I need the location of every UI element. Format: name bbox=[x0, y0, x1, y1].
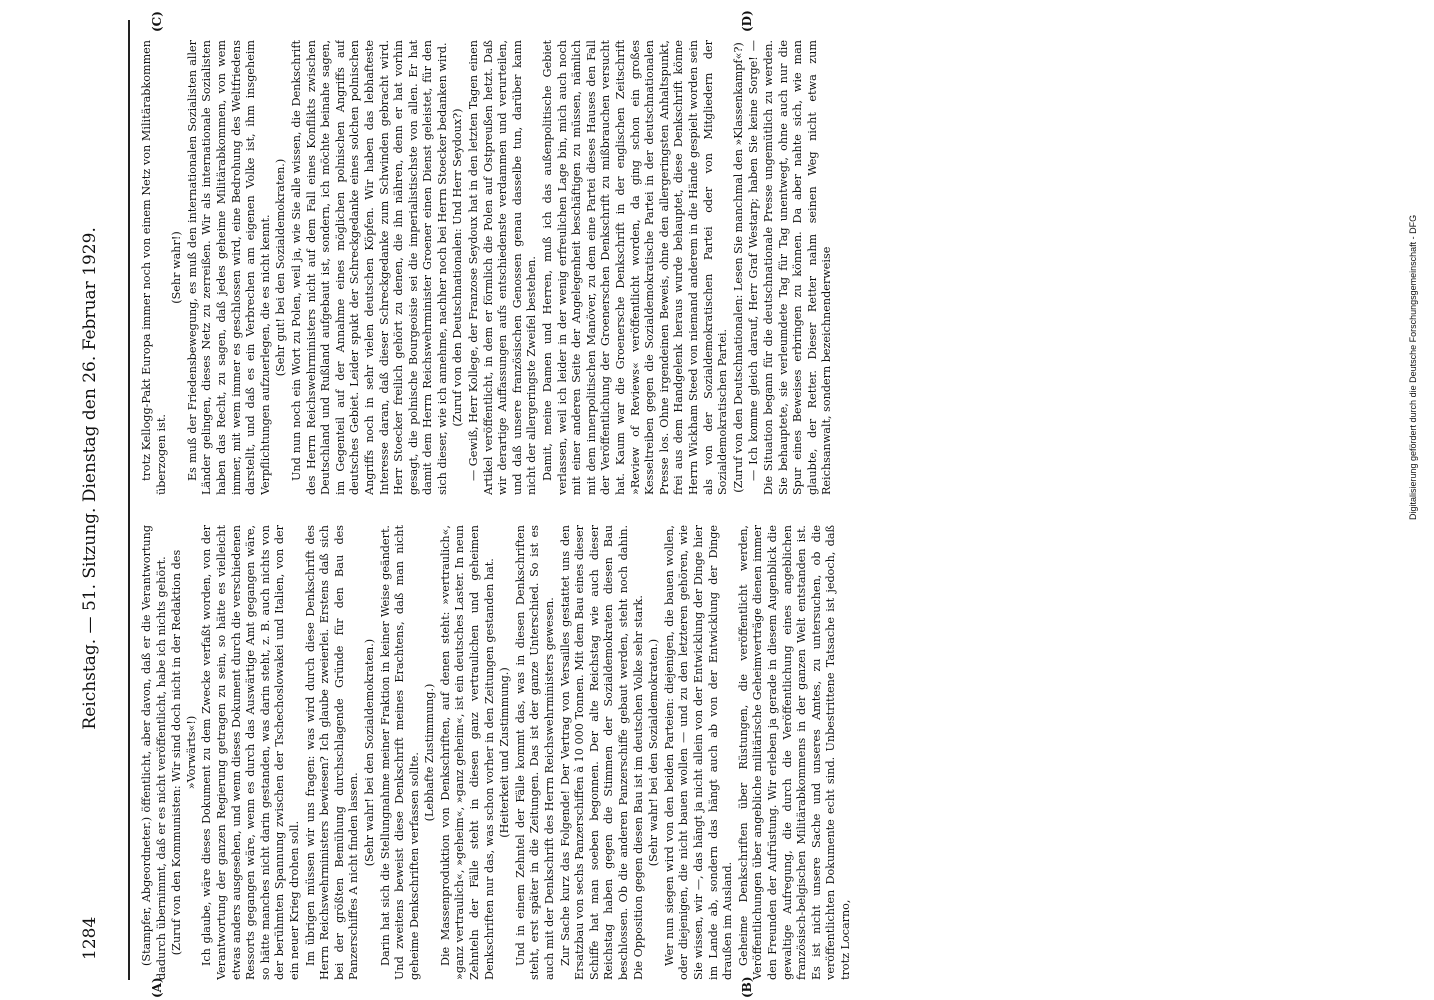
running-title: Reichstag. — 51. Sitzung. Dienstag den 26. Februar 1929. bbox=[80, 227, 100, 730]
paragraph: Darin hat sich die Stellungnahme meiner Fraktion in keiner Weise geändert. Und zweitens beweist diese Denkschrift meines Erachtens, daß man nicht geheime Denkschriften verfassen sollte. bbox=[378, 525, 421, 980]
margin-mark-a: (A) bbox=[150, 977, 164, 998]
side-note bbox=[1408, 20, 1428, 980]
margin-mark-b: (B) bbox=[740, 976, 754, 998]
paragraph: Und nun noch ein Wort zu Polen, weil ja, wie Sie alle wissen, die Denkschrift des Herrn Reichswehrministers nicht auf dem Fall eines Konflikts zwischen Deutschland und Rußland aufgebaut ist, sondern, ich möchte beinahe sagen, im Gegenteil auf der Annahme eines möglichen polnischen Angriffs auf deutsches Gebiet. Leider spukt der Schreckgedanke eines solchen polnischen Angriffs noch in sehr vielen deutschen Köpfen. Wir haben das lebhafteste Interesse daran, daß dieser Schreckgedanke zum Schwinden gebracht wird. Herr Stoecker freilich gehört zu denen, die ihn nähren, denn er hat vorhin gesagt, die polnische Bourgeoisie sei die imperialistischste von allen. Er hat damit dem Herrn Reichswehrminister Groener einen Dienst geleistet, für den sich dieser, wie ich annehme, nachher noch bei Herrn Stoecker bedanken wird. bbox=[289, 40, 449, 495]
paragraph: (Zuruf von den Kommunisten: Wir sind doch nicht in der Redaktion des »Vorwärts«!) bbox=[170, 549, 198, 956]
paragraph: — Ich komme gleich darauf, Herr Graf Westarp; haben Sie keine Sorge! — Die Situation begann für die deutschnationale Presse ungemütlich zu werden. Sie behauptete, sie verleumdete Tag für Tag unentwegt, ohne auch nur die Spur eines Beweises erbringen zu können. Da aber nahte sich, wie man glaubte, der Retter. Dieser Retter nahm seinen Weg nicht etwa zum Reichsanwalt, sondern bezeichnenderweise bbox=[747, 40, 834, 495]
dfg-note: Digitalisierung gefördert durch die Deutsche Forschungsgemeinschaft - DFG bbox=[1408, 214, 1418, 520]
paragraph: (Heiterkeit und Zustimmung.) bbox=[498, 667, 512, 838]
paragraph: Wer nun siegen wird von den beiden Parteien: diejenigen, die bauen wollen, oder diejenigen, die nicht bauen wollen — und zu den letzteren gehören, wie Sie wissen, wir —, das hängt ja nicht allein von der Entwicklung der Dinge hier im Lande ab, sondern das hängt auch ab von der Entwicklung der Dinge draußen im Ausland. bbox=[662, 525, 735, 980]
page-number: 1284 bbox=[80, 916, 100, 960]
paragraph: Damit, meine Damen und Herren, muß ich das außenpolitische Gebiet verlassen, weil ich leider in der wenig erfreulichen Lage bin, mich auch noch mit einer anderen Seite der Angelegenheit beschäftigen zu müssen, nämlich mit dem innerpolitischen Manöver, zu dem eine Partei dieses Hauses den Fall der Veröffentlichung der Groenerschen Denkschrift zu mißbrauchen versucht hat. Kaum war die Groenersche Denkschrift in der englischen Zeitschrift »Review of Reviews« veröffentlicht worden, da ging schon ein großes Kesseltreiben gegen die Sozialdemokratische Partei in der deutschnationalen Presse los. Ohne irgendeinen Beweis, ohne den allergeringsten Anhaltspunkt, frei aus dem Handgelenk heraus wurde behauptet, diese Denkschrift könne Herrn Wickham Steed von niemand anderem in die Hände gespielt worden sein als von der Sozialdemokratischen Partei oder von Mitgliedern der Sozialdemokratischen Partei. bbox=[541, 40, 730, 495]
paragraph: (Stampfer, Abgeordneter.) öffentlicht, aber davon, daß er die Verantwortung dadurch übernimmt, daß er es nicht veröffentlicht, habe ich nichts gehört. bbox=[140, 525, 168, 980]
paragraph: Ich glaube, wäre dieses Dokument zu dem Zwecke verfaßt worden, von der Verantwortung der ganzen Regierung getragen zu sein, so hätte es vielleicht etwas anders ausgesehen, und wenn dieses Dokument durch die verschiedenen Ressorts gegangen wäre, wenn es durch das Auswärtige Amt gegangen wäre, so hätte manches nicht darin gestanden, was darin steht, z. B. auch nichts von der berühmten Spannung zwischen der Tschechoslowakei und Italien, von der ein neuer Krieg drohen soll. bbox=[200, 525, 301, 980]
paragraph: (Sehr gut! bei den Sozialdemokraten.) bbox=[274, 158, 288, 377]
paragraph: Geheime Denkschriften über Rüstungen, die veröffentlicht werden, Veröffentlichungen über angebliche militärische Geheimverträge dienen immer den Freunden der Aufrüstung. Wir erleben ja gerade in diesem Augenblick die gewaltige Aufregung, die durch die Veröffentlichung eines angeblichen französisch-belgischen Militärabkommens in der ganzen Welt entstanden ist. Es ist nicht unsere Sache und unseres Amtes, zu untersuchen, ob die veröffentlichten Dokumente echt sind. Unbestrittene Tatsache ist jedoch, daß trotz Locarno, bbox=[736, 525, 852, 980]
margin-mark-d: (D) bbox=[740, 10, 754, 32]
paragraph: (Lebhafte Zustimmung.) bbox=[423, 683, 437, 822]
paragraph: Im übrigen müssen wir uns fragen: was wird durch diese Denkschrift des Herrn Reichswehrministers bewiesen? Ich glaube zweierlei. Erstens daß sich bei der größten Bemühung durchschlagende Gründe für den Bau des Panzerschiffes A nicht finden lassen. bbox=[303, 525, 361, 980]
page-header bbox=[70, 40, 110, 960]
rotated-page-content bbox=[40, 0, 1360, 1000]
right-column bbox=[140, 40, 1340, 495]
paragraph: (Zuruf von den Deutschnationalen: Lesen Sie manchmal den »Klassenkampf«?) bbox=[731, 42, 745, 493]
paragraph: Und in einem Zehntel der Fälle kommt das, was in diesen Denkschriften steht, erst später in die Zeitungen. Das ist der ganze Unterschied. So ist es auch mit der Denkschrift des Herrn Reichswehrministers gewesen. bbox=[513, 525, 557, 980]
paragraph: Die Massenproduktion von Denkschriften, auf denen steht: »vertraulich«, »ganz vertraulich«, »geheim«, »ganz geheim«, ist ein deutsches Laster. In neun Zehnteln der Fälle steht in diesen ganz vertraulichen und geheimen Denkschriften nur das, was schon vorher in den Zeitungen gestanden hat. bbox=[438, 525, 496, 980]
paragraph: Es muß der Friedensbewegung, es muß den internationalen Sozialisten aller Länder gelingen, dieses Netz zu zerreißen. Wir als internationale Sozialisten haben das Recht, zu sagen, daß jedes geheime Militärabkommen, von wem immer, mit wem immer es geschlossen wird, eine Bedrohung des Weltfriedens darstellt, und daß es ein Verbrechen am eigenen Volke ist, ihm insgeheim Verpflichtungen aufzuerlegen, die es nicht kennt. bbox=[185, 40, 272, 495]
header-rule bbox=[128, 20, 130, 980]
paragraph: Zur Sache kurz das Folgende! Der Vertrag von Versailles gestattet uns den Ersatzbau von sechs Panzerschiffen à 10 000 Tonnen. Mit dem Bau eines dieser Schiffe hat man soeben begonnen. Der alte Reichstag wie auch dieser Reichstag haben gegen die Stimmen der Sozialdemokraten diesen Bau beschlossen. Ob die anderen Panzerschiffe gebaut werden, steht noch dahin. Die Opposition gegen diesen Bau ist im deutschen Volke sehr stark. bbox=[558, 525, 645, 980]
paragraph: — Gewiß, Herr Kollege, der Franzose Seydoux hat in den letzten Tagen einen Artikel veröffentlicht, in dem er förmlich die Polen auf Ostpreußen hetzt. Daß wir derartige Auffassungen aufs entschiedenste verdammen und verurteilen, und daß unsere französischen Genossen genau dasselbe tun, darüber kann nicht der allergeringste Zweifel bestehen. bbox=[467, 40, 539, 495]
paragraph: (Zuruf von den Deutschnationalen: Und Herr Seydoux?) bbox=[451, 108, 465, 427]
margin-mark-c: (C) bbox=[150, 11, 164, 32]
paragraph: (Sehr wahr! bei den Sozialdemokraten.) bbox=[362, 638, 376, 867]
paragraph: (Sehr wahr!) bbox=[170, 231, 184, 304]
left-column bbox=[140, 525, 1340, 980]
paragraph: trotz Kellogg-Pakt Europa immer noch von einem Netz von Militärabkommen überzogen ist. bbox=[140, 40, 168, 495]
paragraph: (Sehr wahr! bei den Sozialdemokraten.) bbox=[647, 638, 661, 867]
